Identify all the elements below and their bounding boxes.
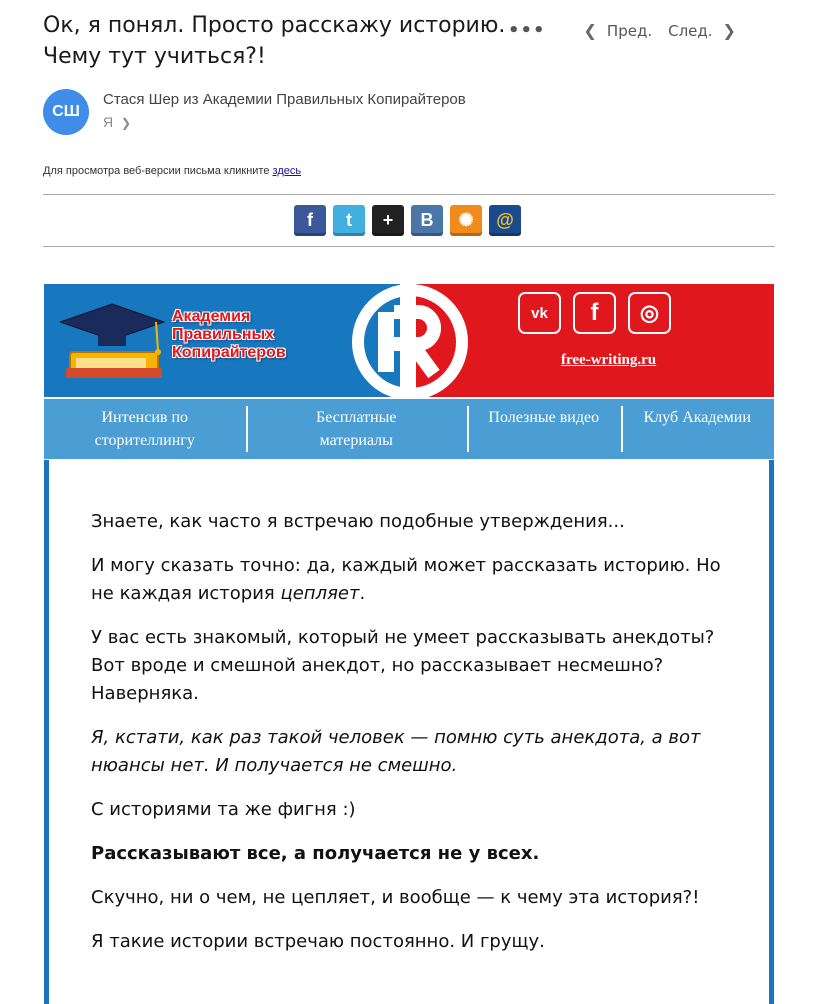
vk-icon[interactable]: vk — [518, 292, 561, 334]
menu-item-club[interactable]: Клуб Академии — [621, 399, 775, 459]
share-buttons — [294, 205, 521, 236]
menu-item-storytelling[interactable]: Интенсив по сторителлингу — [94, 409, 195, 449]
facebook-icon[interactable]: f — [573, 292, 616, 334]
mail-ru-icon[interactable]: @ — [489, 205, 521, 236]
chevron-right-icon: ❯ — [121, 116, 132, 130]
divider — [43, 194, 775, 195]
r-logo-icon — [348, 284, 472, 397]
recipient-label: Я — [103, 114, 114, 130]
newsletter-content — [44, 460, 774, 1004]
chevron-right-icon[interactable]: ❯ — [722, 21, 736, 40]
sender-block — [43, 89, 466, 135]
email-subject: Ок, я понял. Просто расскажу историю. Чему тут учиться?! — [43, 13, 506, 69]
graduation-cap-book-icon — [60, 292, 180, 392]
avatar[interactable]: СШ — [43, 89, 89, 135]
paragraph-text: И могу сказать точно: да, каждый может рассказать историю. Но не каждая история — [91, 555, 721, 604]
web-version-line — [43, 165, 301, 177]
recipient-toggle[interactable] — [103, 114, 466, 130]
facebook-icon[interactable]: f — [294, 205, 326, 236]
paragraph: Знаете, как часто я встречаю подобные утверждения... — [91, 511, 625, 532]
paragraph-text: . — [359, 583, 366, 604]
chevron-left-icon[interactable]: ❮ — [583, 21, 597, 40]
next-button[interactable]: След. — [668, 21, 713, 40]
paragraph: Скучно, ни о чем, не цепляет, и вообще — к чему эта история?! — [91, 887, 700, 908]
email-nav — [508, 20, 736, 41]
site-link[interactable]: free-writing.ru — [561, 352, 657, 368]
logo-line: Академия — [172, 308, 251, 325]
menu-item-videos[interactable]: Полезные видео — [467, 399, 621, 459]
sender-name[interactable]: Стася Шер из Академии Правильных Копирайтеров — [103, 91, 466, 108]
menu-item-free-materials[interactable]: Бесплатные материалы — [246, 399, 468, 459]
instagram-icon[interactable]: ◎ — [628, 292, 671, 334]
banner-left-panel — [44, 284, 400, 397]
google-plus-icon[interactable]: + — [372, 205, 404, 236]
vk-icon[interactable]: B — [411, 205, 443, 236]
more-dots-icon[interactable]: ••• — [508, 20, 546, 41]
odnoklassniki-icon[interactable]: ✺ — [450, 205, 482, 236]
logo-line: Правильных — [172, 326, 275, 343]
web-version-link[interactable]: здесь — [272, 165, 302, 177]
academy-logo-text[interactable] — [172, 308, 286, 362]
divider — [43, 246, 775, 247]
paragraph-bold: Рассказывают все, а получается не у всех. — [91, 843, 540, 864]
paragraph: Я такие истории встречаю постоянно. И грущу. — [91, 931, 545, 952]
paragraph: У вас есть знакомый, который не умеет рассказывать анекдоты? Вот вроде и смешной анекдот, но рассказывает несмешно? Наверняка. — [91, 627, 715, 704]
paragraph — [91, 552, 731, 608]
logo-line: Копирайтеров — [172, 344, 286, 361]
prev-button[interactable]: Пред. — [606, 21, 653, 40]
paragraph-italic: Я, кстати, как раз такой человек — помню суть анекдота, а вот нюансы нет. И получается не смешно. — [91, 727, 701, 776]
twitter-icon[interactable]: t — [333, 205, 365, 236]
article-body — [91, 508, 731, 972]
emphasis-text: цепляет — [280, 583, 360, 604]
web-version-text: Для просмотра веб-версии письма кликните — [43, 165, 273, 177]
newsletter-menu — [44, 399, 774, 459]
newsletter-banner — [44, 284, 774, 397]
paragraph: С историями та же фигня :) — [91, 799, 356, 820]
